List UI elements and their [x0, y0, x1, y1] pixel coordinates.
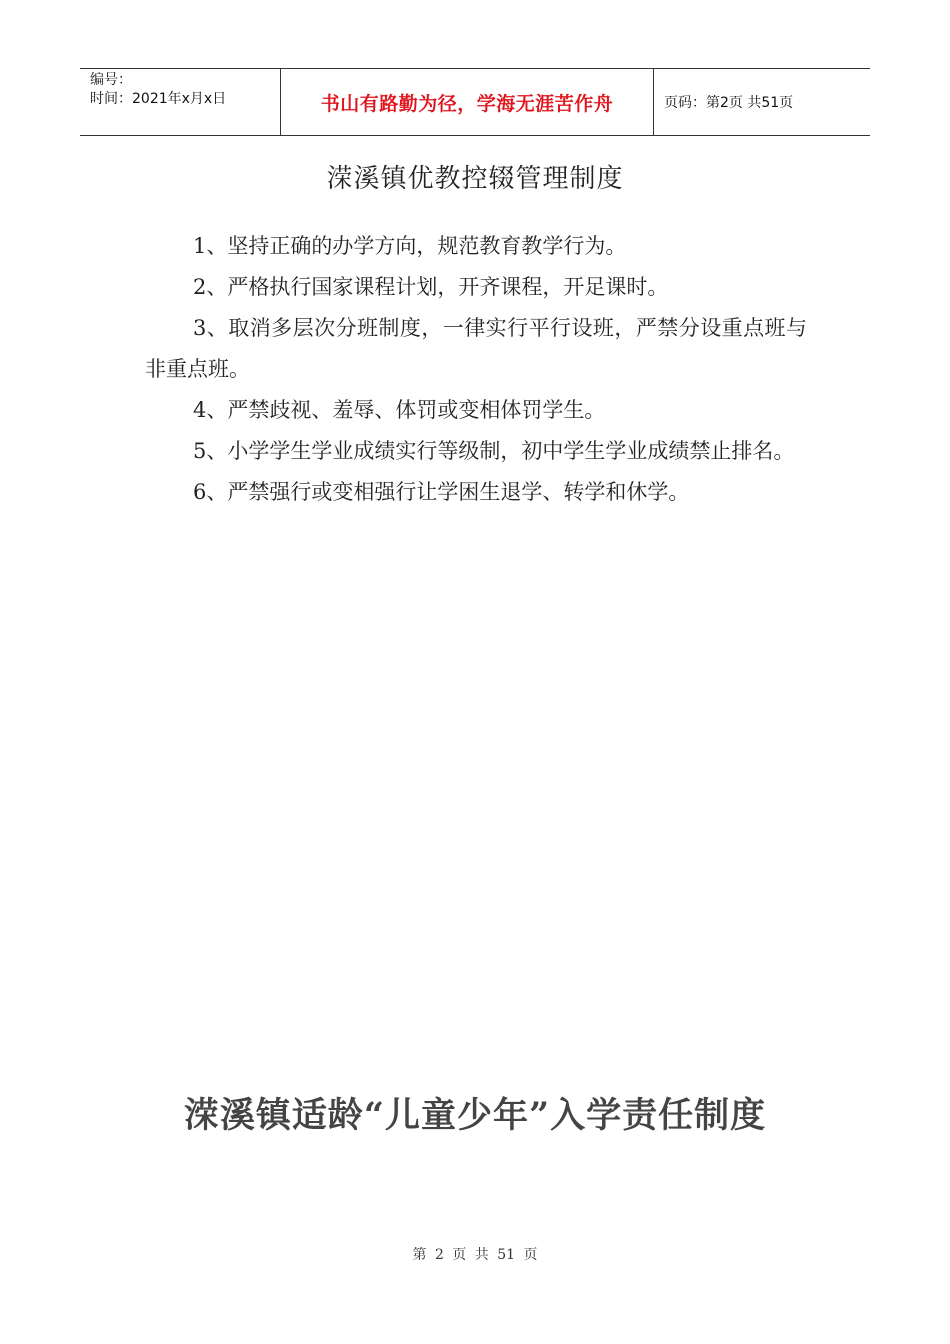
document-date: 时间：2021年x月x日 [90, 91, 227, 107]
document-number-label: 编号： [90, 72, 132, 88]
paragraph-2: 2、严格执行国家课程计划，开齐课程，开足课时。 [193, 275, 669, 299]
header-page-info: 页码：第2页 共51页 [664, 95, 794, 111]
header-motto: 书山有路勤为径，学海无涯苦作舟 [320, 92, 614, 115]
header-motto-cell [281, 69, 654, 135]
document-title: 溁溪镇优教控辍管理制度 [326, 164, 624, 194]
page-footer: 第 2 页 共 51 页 [412, 1247, 538, 1263]
paragraph-4: 4、严禁歧视、羞辱、体罚或变相体罚学生。 [193, 398, 606, 422]
paragraph-1: 1、坚持正确的办学方向，规范教育教学行为。 [193, 234, 627, 258]
paragraph-5: 5、小学学生学业成绩实行等级制，初中学生学业成绩禁止排名。 [193, 439, 795, 463]
next-section-title: 溁溪镇适龄“儿童少年”入学责任制度 [183, 1095, 767, 1136]
header-meta-cell [80, 69, 281, 135]
paragraph-3: 3、取消多层次分班制度，一律实行平行设班，严禁分设重点班与非重点班。 [145, 316, 807, 381]
page-header [80, 68, 870, 136]
paragraph-6: 6、严禁强行或变相强行让学困生退学、转学和休学。 [193, 480, 690, 504]
header-page-cell [654, 69, 870, 135]
document-body [145, 226, 807, 513]
